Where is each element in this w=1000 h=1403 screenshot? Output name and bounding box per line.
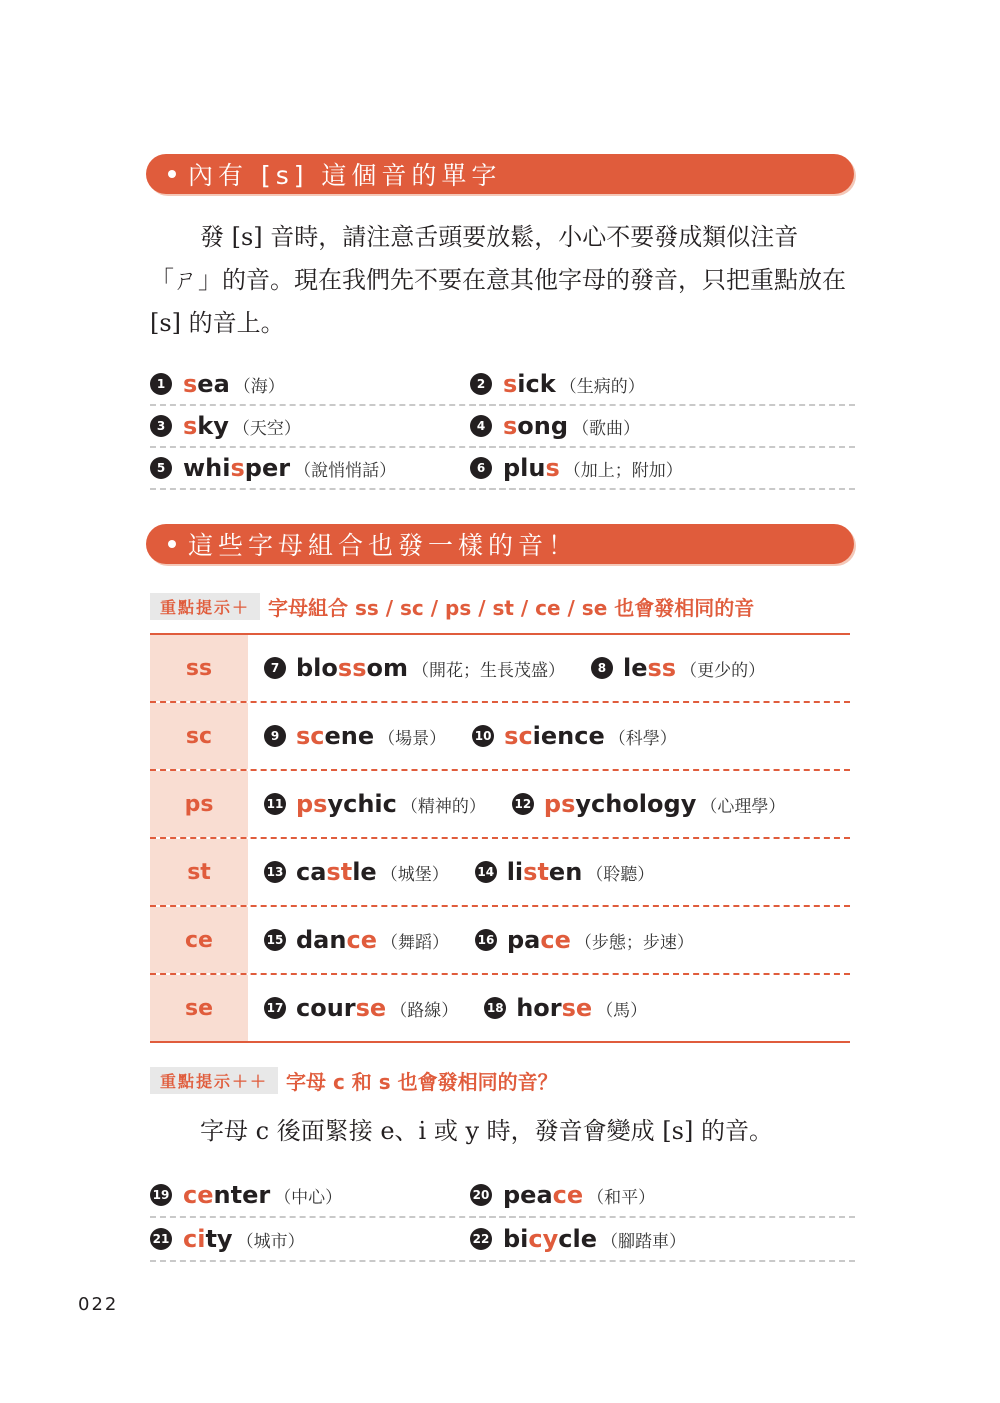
- combo-label: ce: [150, 907, 248, 973]
- word-highlight: sc: [504, 722, 533, 750]
- tip-text: 字母組合 ss / sc / ps / st / ce / se 也會發相同的音: [268, 596, 755, 620]
- word-gloss: （聆聽）: [586, 864, 655, 885]
- section-banner-2: [146, 524, 854, 564]
- word: pace: [506, 926, 571, 954]
- word-gloss: （步態；步速）: [574, 932, 694, 953]
- word: castle: [296, 858, 377, 886]
- word-highlight: cy: [528, 1225, 559, 1253]
- word-gloss: （心理學）: [700, 796, 786, 817]
- table-row: [150, 769, 850, 837]
- number-badge: 21: [150, 1228, 172, 1250]
- word-highlight: ce: [346, 926, 377, 954]
- word-item: [264, 790, 486, 818]
- word-gloss: （歌曲）: [572, 418, 641, 439]
- word: bicycle: [503, 1225, 598, 1253]
- combo-label: ss: [150, 635, 248, 701]
- row-words: [248, 839, 850, 905]
- word-highlight: s: [183, 412, 198, 440]
- section-title-1: 內有 [s] 這個音的單字: [188, 161, 502, 190]
- bullet-dot: [168, 540, 176, 548]
- word: less: [622, 654, 677, 682]
- word-highlight: ps: [543, 790, 576, 818]
- section-title-2: 這些字母組合也發一樣的音！: [188, 531, 579, 560]
- word-highlight: ce: [540, 926, 571, 954]
- word-highlight: ci: [183, 1225, 206, 1253]
- word-column-right-3: [470, 1174, 855, 1262]
- word-highlight: se: [355, 994, 387, 1022]
- word-item: [264, 654, 565, 682]
- combo-label: se: [150, 975, 248, 1041]
- page-number: 022: [78, 1294, 119, 1315]
- number-badge: 10: [472, 725, 494, 747]
- word-highlight: ps: [296, 790, 328, 818]
- word-item: [484, 994, 647, 1022]
- table-row: [150, 635, 850, 701]
- word-highlight: ss: [647, 654, 677, 682]
- word: dance: [296, 926, 377, 954]
- word-item: [470, 1174, 855, 1218]
- combo-label: ps: [150, 771, 248, 837]
- number-badge: 12: [512, 793, 534, 815]
- word-gloss: （生病的）: [559, 376, 645, 397]
- table-row: [150, 837, 850, 905]
- word-highlight: s: [503, 412, 518, 440]
- word-item: [470, 448, 855, 490]
- word-highlight: ce: [552, 1181, 584, 1209]
- tip-line-1: [150, 592, 754, 621]
- row-words: [248, 771, 850, 837]
- word-item: [264, 722, 446, 750]
- word-gloss: （中心）: [274, 1187, 343, 1208]
- word-item: [512, 790, 785, 818]
- word-highlight: s: [545, 454, 560, 482]
- word: peace: [503, 1181, 584, 1209]
- word-gloss: （城堡）: [380, 864, 449, 885]
- word-highlight: se: [561, 994, 593, 1022]
- word: science: [504, 722, 605, 750]
- bullet-dot: [168, 170, 176, 178]
- word-gloss: （精神的）: [400, 796, 486, 817]
- row-words: [248, 907, 850, 973]
- word-item: [470, 364, 855, 406]
- number-badge: 20: [470, 1184, 492, 1206]
- row-words: [248, 703, 850, 769]
- word: sky: [183, 412, 229, 440]
- word-highlight: st: [523, 858, 549, 886]
- tip-line-2: [150, 1066, 558, 1095]
- word-item: [591, 654, 765, 682]
- word: listen: [506, 858, 583, 886]
- word-gloss: （腳踏車）: [601, 1231, 687, 1252]
- number-badge: 9: [264, 725, 286, 747]
- number-badge: 2: [470, 373, 492, 395]
- word-item: [475, 926, 694, 954]
- number-badge: 11: [264, 793, 286, 815]
- word: psychology: [543, 790, 697, 818]
- number-badge: 1: [150, 373, 172, 395]
- number-badge: 17: [264, 997, 286, 1019]
- section-banner-1: [146, 154, 854, 194]
- word-gloss: （說悄悄話）: [294, 460, 397, 481]
- word-highlight: s: [503, 370, 518, 398]
- word: scene: [296, 722, 375, 750]
- word-gloss: （加上；附加）: [563, 460, 683, 481]
- word-item: [475, 858, 655, 886]
- table-row: [150, 905, 850, 973]
- number-badge: 16: [475, 929, 497, 951]
- row-words: [248, 635, 850, 701]
- word: song: [503, 412, 569, 440]
- word: whisper: [183, 454, 291, 482]
- number-badge: 4: [470, 415, 492, 437]
- table-row: [150, 701, 850, 769]
- word-gloss: （和平）: [587, 1187, 656, 1208]
- word: sea: [183, 370, 230, 398]
- word-highlight: st: [326, 858, 353, 886]
- word-item: [264, 858, 449, 886]
- combo-label: st: [150, 839, 248, 905]
- number-badge: 19: [150, 1184, 172, 1206]
- number-badge: 22: [470, 1228, 492, 1250]
- table-row: [150, 973, 850, 1041]
- word: plus: [503, 454, 560, 482]
- word-highlight: ce: [183, 1181, 214, 1209]
- word-column-right-1: [470, 364, 855, 490]
- number-badge: 14: [475, 861, 497, 883]
- number-badge: 13: [264, 861, 286, 883]
- word: course: [296, 994, 387, 1022]
- word-highlight: ss: [337, 654, 367, 682]
- word: center: [183, 1181, 271, 1209]
- word-gloss: （城市）: [236, 1231, 305, 1252]
- word-gloss: （海）: [233, 376, 285, 397]
- word-gloss: （路線）: [390, 1000, 459, 1021]
- word-highlight: sc: [296, 722, 325, 750]
- word: psychic: [296, 790, 397, 818]
- number-badge: 6: [470, 457, 492, 479]
- combo-label: sc: [150, 703, 248, 769]
- word-item: [264, 926, 449, 954]
- word: city: [183, 1225, 233, 1253]
- word-gloss: （更少的）: [680, 660, 766, 681]
- tip-label: 重點提示＋＋: [150, 1067, 278, 1094]
- word-highlight: s: [230, 454, 245, 482]
- number-badge: 7: [264, 657, 286, 679]
- word-gloss: （科學）: [608, 728, 677, 749]
- word-item: [470, 406, 855, 448]
- word-gloss: （舞蹈）: [380, 932, 449, 953]
- row-words: [248, 975, 850, 1041]
- word-item: [472, 722, 677, 750]
- word-highlight: s: [183, 370, 198, 398]
- word-gloss: （馬）: [596, 1000, 648, 1021]
- number-badge: 5: [150, 457, 172, 479]
- letter-combo-table: [150, 633, 850, 1043]
- section-intro-1: 發 [s] 音時，請注意舌頭要放鬆，小心不要發成類似注音「ㄕ」的音。現在我們先不要在意其他字母的發音，只把重點放在 [s] 的音上。: [150, 223, 846, 337]
- tip-label: 重點提示＋: [150, 593, 260, 620]
- word-gloss: （天空）: [232, 418, 301, 439]
- word-item: [264, 994, 458, 1022]
- word-gloss: （場景）: [378, 728, 447, 749]
- number-badge: 18: [484, 997, 506, 1019]
- tip-text: 字母 c 和 s 也會發相同的音？: [286, 1070, 558, 1094]
- section-intro-3: 字母 c 後面緊接 e、i 或 y 時，發音會變成 [s] 的音。: [200, 1117, 773, 1145]
- word: blossom: [296, 654, 408, 682]
- word-item: [470, 1218, 855, 1262]
- number-badge: 15: [264, 929, 286, 951]
- word: sick: [503, 370, 556, 398]
- word-gloss: （開花；生長茂盛）: [411, 660, 565, 681]
- number-badge: 3: [150, 415, 172, 437]
- word: horse: [516, 994, 593, 1022]
- number-badge: 8: [591, 657, 613, 679]
